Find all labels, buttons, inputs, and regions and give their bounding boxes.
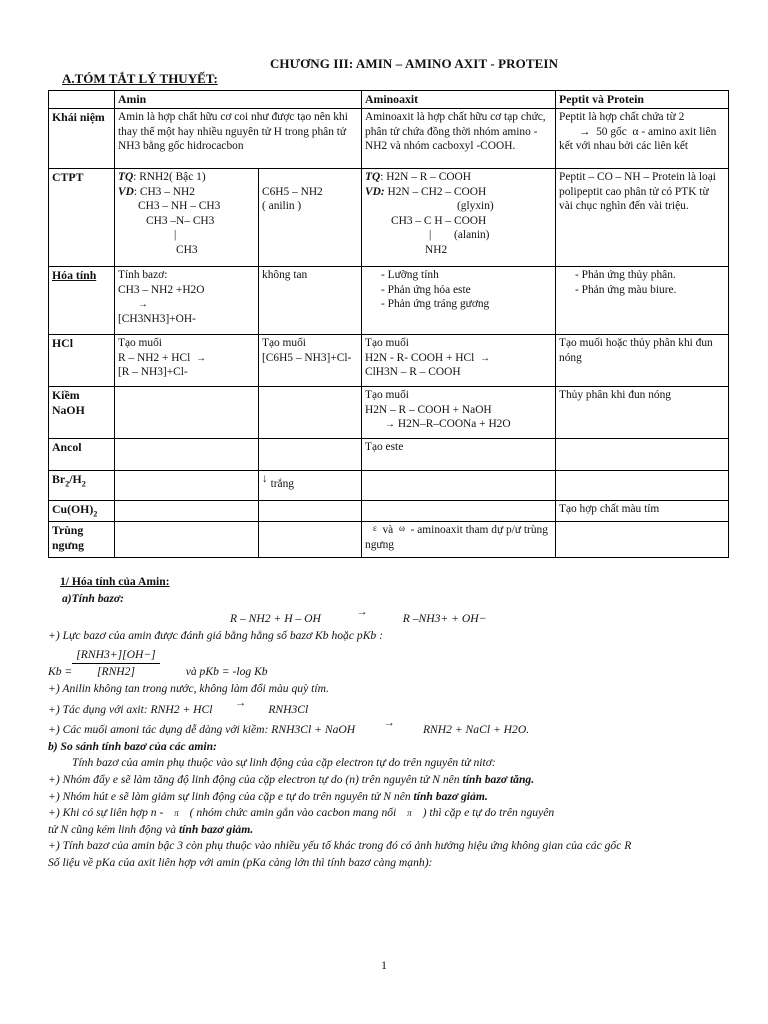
- paragraph: +) Tính bazơ của amin bậc 3 còn phụ thuộc vào nhiều yếu tố khác trong đó có ảnh hưởng hiệu ứng không gian của các gốc R: [48, 839, 632, 853]
- row-label: CTPT: [49, 169, 115, 267]
- equation-left: +) Tác dụng với axit: RNH2 + HCl: [48, 702, 213, 716]
- row-label: Hóa tính: [49, 267, 115, 335]
- row-label: $Br_2/H_2$: [49, 471, 115, 501]
- table-row: [49, 267, 729, 335]
- cell-peptit-hcl: Tạo muối hoặc thủy phân khi đun nóng: [556, 335, 729, 387]
- table-header-row: [49, 91, 729, 109]
- equation-right: R –NH3+ + OH−: [402, 612, 487, 626]
- text-line: Tạo muối: [365, 337, 409, 350]
- text-line: [CH3NH3]+OH-: [118, 313, 196, 326]
- tq-label: TQ: [118, 171, 134, 184]
- cell-peptit-hoa-tinh: [556, 267, 729, 335]
- header-peptit: Peptit và Protein: [556, 91, 729, 109]
- text-span: tính bazơ giảm.: [178, 822, 254, 836]
- formula-line: CH3: [176, 244, 198, 257]
- arrow-icon: →: [383, 716, 395, 730]
- vd-text: H2N – CH2 – COOH: [384, 185, 487, 198]
- table-row: [49, 169, 729, 267]
- anilin-formula: C6H5 – NH2: [262, 185, 323, 198]
- formula-line: | (alanin): [429, 229, 490, 242]
- list-item: - Lưỡng tính: [395, 268, 552, 283]
- text-span: ) thì cặp e tự do trên nguyên: [422, 806, 555, 820]
- list-item: - Phản ứng hóa este: [395, 283, 552, 298]
- formula-line: CH3 – C H – COOH: [391, 214, 487, 227]
- arrow-icon: →: [234, 695, 247, 709]
- header-amin: Amin: [115, 91, 362, 109]
- cell-anilin-ctpt: [259, 169, 362, 267]
- row-label: Ancol: [49, 439, 115, 471]
- cell-empty: [115, 501, 259, 522]
- cell-amin-hcl: [115, 335, 259, 387]
- cell-empty: [259, 501, 362, 522]
- paragraph: Tính bazơ của amin phụ thuộc vào sự linh động của cặp electron tự do trên nguyên tử nitơ:: [72, 756, 496, 770]
- text-span: +) Nhóm hút e sẽ làm giảm sự linh động của cặp e tự do trên nguyên tử N nên: [48, 789, 414, 803]
- kb-fraction: [72, 647, 159, 681]
- cell-empty: [115, 471, 259, 501]
- formula-line: |: [174, 229, 177, 242]
- row-label: Kiềm NaOH: [49, 387, 115, 439]
- peptit-text-1: Peptit là hợp chất chứa từ 2: [559, 111, 685, 124]
- paragraph: [48, 772, 728, 789]
- cell-anilin-hcl: [259, 335, 362, 387]
- table-row: [49, 471, 729, 501]
- page-title: CHƯƠNG III: AMIN – AMINO AXIT - PROTEIN: [269, 56, 559, 71]
- row-label: Khái niệm: [49, 109, 115, 169]
- down-arrow-icon: ↓: [262, 473, 268, 486]
- tq-text: : H2N – R – COOH: [380, 171, 472, 184]
- equation-right: RNH3Cl: [268, 702, 309, 716]
- kb-denominator: [RNH2]: [96, 665, 135, 679]
- epsilon-symbol: ε: [373, 523, 377, 534]
- cell-aminoaxit-kiem: [362, 387, 556, 439]
- text-line: Tạo muối: [262, 337, 306, 350]
- cell-empty: [115, 387, 259, 439]
- arrow-icon: →: [479, 352, 490, 364]
- cell-anilin-hoa-tinh: không tan: [259, 267, 362, 335]
- equation: [48, 605, 728, 628]
- text-line: H2N – R – COOH + NaOH: [365, 403, 492, 416]
- text-line: R – NH2 + HCl: [118, 351, 191, 364]
- table-row: [49, 522, 729, 558]
- alpha-symbol: α: [632, 125, 639, 138]
- table-row: [49, 335, 729, 387]
- table-row: [49, 439, 729, 471]
- cell-aminoaxit-ctpt: [362, 169, 556, 267]
- text-line: H2N - R- COOH + HCl: [365, 351, 475, 364]
- page-number: 1: [381, 958, 387, 972]
- cell-empty: [259, 522, 362, 558]
- cell-peptit-kiem: Thủy phân khi đun nóng: [556, 387, 729, 439]
- arrow-icon: →: [195, 352, 206, 364]
- summary-table: [48, 90, 729, 558]
- cell-aminoaxit-hoa-tinh: [362, 267, 556, 335]
- text-span: +) Khi có sự liên hợp n -: [48, 806, 164, 820]
- cell-peptit-cuoh: Tạo hợp chất màu tím: [556, 501, 729, 522]
- header-aminoaxit: Aminoaxit: [362, 91, 556, 109]
- table-row: [49, 109, 729, 169]
- header-empty: [49, 91, 115, 109]
- pi-symbol: π: [407, 808, 412, 819]
- row-label: $Cu(OH)_2$: [49, 501, 115, 522]
- text-line: Tạo muối: [365, 389, 409, 402]
- text-line: ClH3N – R – COOH: [365, 366, 461, 379]
- kb-formula: [48, 646, 728, 681]
- list-item: - Phản ứng thủy phân.: [589, 268, 725, 283]
- reversible-arrow-icon: →: [356, 605, 368, 619]
- text-line: Tính bazơ:: [118, 269, 168, 282]
- peptit-text-2: 50 gốc: [596, 125, 627, 138]
- body-text: [48, 574, 728, 872]
- cell-anilin-br2: [259, 471, 362, 501]
- section-heading: A.TÓM TẮT LÝ THUYẾT:: [62, 71, 218, 86]
- arrow-icon: →: [385, 419, 395, 431]
- table-row: [49, 387, 729, 439]
- arrow-icon: →: [579, 125, 591, 138]
- cell-empty: [362, 501, 556, 522]
- cell-aminoaxit-trung-ngung: [362, 522, 556, 558]
- glyxin-label: (glyxin): [457, 200, 494, 213]
- paragraph: +) Lực bazơ của amin được đánh giá bằng hằng số bazơ Kb hoặc pKb :: [48, 628, 383, 642]
- equation: [48, 716, 728, 739]
- pkb-text: và pKb = -log Kb: [185, 665, 268, 679]
- text-line: trắng: [270, 478, 294, 491]
- cell-empty: [556, 471, 729, 501]
- tq-text: : RNH2( Bậc 1): [133, 171, 206, 184]
- cell-aminoaxit-ancol: Tạo este: [362, 439, 556, 471]
- paragraph: Số liệu về pKa của axit liên hợp với amin (pKa càng lớn thì tính bazơ càng mạnh):: [48, 855, 433, 869]
- cell-empty: [115, 522, 259, 558]
- kb-label: Kb =: [48, 665, 73, 679]
- text-line: [R – NH3]+Cl-: [118, 366, 188, 379]
- cell-amin-khai-niem: Amin là hợp chất hữu cơ coi như được tạo nên khi thay thế một hay nhiều nguyên tử H trong phân tử NH3 bằng gốc hidrocacbon: [115, 109, 362, 169]
- peptit-text-3: - amino axit liên kết với nhau bởi các liên kết: [559, 125, 717, 153]
- pi-symbol: π: [174, 808, 179, 819]
- cell-amin-ctpt: [115, 169, 259, 267]
- text-line: H2N–R–COONa + H2O: [397, 418, 511, 431]
- cell-peptit-ctpt: Peptit – CO – NH – Protein là loại polipeptit cao phân tử có PTK từ vài chục nghìn đến vài triệu.: [556, 169, 729, 267]
- vd-label: VD: [118, 185, 134, 198]
- cell-empty: [362, 471, 556, 501]
- formula-line: NH2: [425, 244, 448, 257]
- equation-left: +) Các muối amoni tác dụng dễ dàng với kiềm: RNH3Cl + NaOH: [48, 723, 356, 737]
- vd-text: : CH3 – NH2: [133, 185, 195, 198]
- cell-peptit-khai-niem: [556, 109, 729, 169]
- cell-aminoaxit-hcl: [362, 335, 556, 387]
- cell-empty: [556, 522, 729, 558]
- anilin-name: ( anilin ): [262, 200, 302, 213]
- formula-line: CH3 – NH – CH3: [138, 200, 221, 213]
- cell-amin-hoa-tinh: [115, 267, 259, 335]
- equation-left: R – NH2 + H – OH: [230, 612, 321, 626]
- text-line: [C6H5 – NH3]+Cl-: [262, 351, 352, 364]
- cell-aminoaxit-khai-niem: Aminoaxit là hợp chất hữu cơ tạp chức, phân tử chứa đồng thời nhóm amino -NH2 và nhóm cacboxyl -COOH.: [362, 109, 556, 169]
- omega-symbol: ω: [398, 523, 405, 534]
- cell-empty: [115, 439, 259, 471]
- text-span: tính bazơ giảm.: [413, 789, 488, 803]
- cell-empty: [259, 439, 362, 471]
- row-label: HCl: [49, 335, 115, 387]
- tq-label: TQ: [365, 171, 381, 184]
- list-item: - Phản ứng màu biure.: [589, 283, 725, 298]
- paragraph: [48, 789, 728, 806]
- table-row: [49, 501, 729, 522]
- section-heading: 1/ Hóa tính của Amin:: [60, 575, 170, 588]
- text-span: tử N cũng kém linh động và: [48, 822, 179, 836]
- row-label: Trùng ngưng: [49, 522, 115, 558]
- paragraph: [48, 822, 728, 839]
- subsection-heading: a)Tính bazơ:: [62, 591, 124, 605]
- text-span: tính bazơ tăng.: [462, 772, 535, 786]
- text-span: ( nhóm chức amin gắn vào cacbon mang nối: [189, 806, 397, 820]
- vd-label: VD:: [365, 185, 385, 198]
- cell-empty: [259, 387, 362, 439]
- text-span: +) Nhóm đẩy e sẽ làm tăng độ linh động của cặp electron tự do (n) trên nguyên tử N nên: [48, 772, 463, 786]
- kb-numerator: [RNH3+][OH−]: [72, 647, 159, 665]
- arrow-icon: →: [138, 299, 148, 311]
- text-line: - aminoaxit tham dự p/ư trùng ngưng: [365, 524, 548, 551]
- text-line: và: [382, 524, 394, 537]
- formula-line: CH3 –N– CH3: [146, 214, 215, 227]
- list-item: - Phản ứng tráng gương: [395, 297, 552, 312]
- subsection-heading: b) So sánh tính bazơ của các amin:: [48, 739, 217, 753]
- paragraph: +) Anilin không tan trong nước, không làm đổi màu quỳ tím.: [48, 681, 329, 695]
- cell-empty: [556, 439, 729, 471]
- equation-right: RNH2 + NaCl + H2O.: [422, 723, 530, 737]
- text-line: CH3 – NH2 +H2O: [118, 283, 205, 296]
- text-line: Tạo muối: [118, 337, 162, 350]
- paragraph: [48, 805, 728, 822]
